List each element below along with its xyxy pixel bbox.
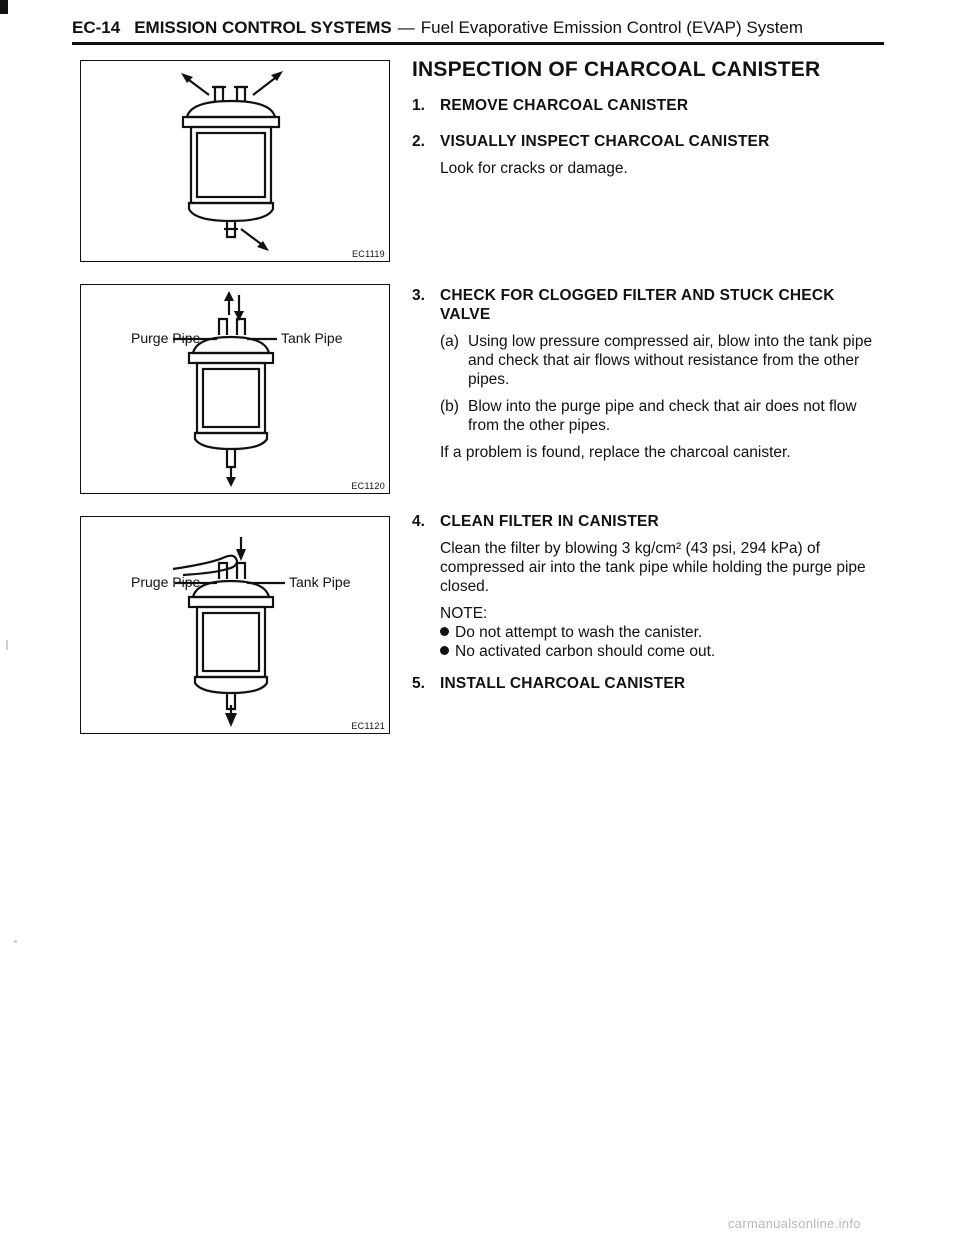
- system-name: EMISSION CONTROL SYSTEMS: [134, 18, 392, 37]
- substep-a: [440, 332, 884, 389]
- substep-text: Using low pressure compressed air, blow into the tank pipe and check that air flows without resistance from the other pipes.: [468, 333, 873, 388]
- note-item: [440, 642, 884, 661]
- canister-purge-tank-illustration: [81, 285, 389, 493]
- canister-clean-illustration: [81, 517, 389, 733]
- step-number: 4.: [412, 513, 425, 530]
- figure-clean-filter: [80, 516, 390, 734]
- step-4: [412, 512, 884, 661]
- purge-pipe-label: Purge Pipe: [131, 330, 201, 346]
- figure-code: EC1120: [351, 481, 385, 491]
- substep-label: (a): [440, 333, 459, 350]
- note-text: Do not attempt to wash the canister.: [455, 624, 703, 641]
- tank-pipe-label: Tank Pipe: [289, 574, 351, 590]
- step-5: [412, 674, 884, 693]
- corner-mark: [0, 0, 8, 14]
- footer-watermark: carmanualsonline.info: [728, 1216, 861, 1231]
- step-2: [412, 132, 884, 178]
- step-heading: CHECK FOR CLOGGED FILTER AND STUCK CHECK VALVE: [440, 287, 835, 323]
- purge-pipe-label: Pruge Pipe: [131, 574, 201, 590]
- step-heading: REMOVE CHARCOAL CANISTER: [440, 97, 689, 114]
- figure-canister-overview: [80, 60, 390, 262]
- figure-code: EC1121: [351, 721, 385, 731]
- step-number: 3.: [412, 287, 425, 304]
- step-text: If a problem is found, replace the charcoal canister.: [440, 444, 791, 461]
- scan-artifact: [6, 640, 8, 650]
- bullet-icon: [440, 646, 449, 655]
- step-heading: INSTALL CHARCOAL CANISTER: [440, 675, 686, 692]
- substep-label: (b): [440, 398, 459, 415]
- tank-pipe-label: Tank Pipe: [281, 330, 343, 346]
- step-1: [412, 96, 884, 115]
- bullet-icon: [440, 627, 449, 636]
- note-text: No activated carbon should come out.: [455, 643, 716, 660]
- page-code: EC-14: [72, 18, 121, 37]
- step-heading: CLEAN FILTER IN CANISTER: [440, 513, 659, 530]
- subsystem-name: Fuel Evaporative Emission Control (EVAP) System: [420, 18, 804, 37]
- step-heading: VISUALLY INSPECT CHARCOAL CANISTER: [440, 133, 770, 150]
- canister-illustration: [81, 61, 389, 261]
- scan-artifact: [14, 940, 17, 943]
- step-number: 5.: [412, 675, 425, 692]
- substep-text: Blow into the purge pipe and check that air does not flow from the other pipes.: [468, 398, 857, 434]
- step-3: [412, 286, 884, 462]
- step-text: Look for cracks or damage.: [440, 160, 628, 177]
- note-item: [440, 623, 884, 642]
- header-separator: —: [397, 18, 415, 37]
- section-title: INSPECTION OF CHARCOAL CANISTER: [412, 58, 821, 81]
- figure-check-valve: [80, 284, 390, 494]
- step-text: Clean the filter by blowing 3 kg/cm² (43 psi, 294 kPa) of compressed air into the tank pipe while holding the purge pipe closed.: [440, 540, 866, 595]
- page-header: [72, 16, 884, 45]
- substep-b: [440, 397, 884, 435]
- step-number: 2.: [412, 133, 425, 150]
- note-label: NOTE:: [440, 605, 488, 622]
- step-number: 1.: [412, 97, 425, 114]
- figure-code: EC1119: [352, 249, 385, 259]
